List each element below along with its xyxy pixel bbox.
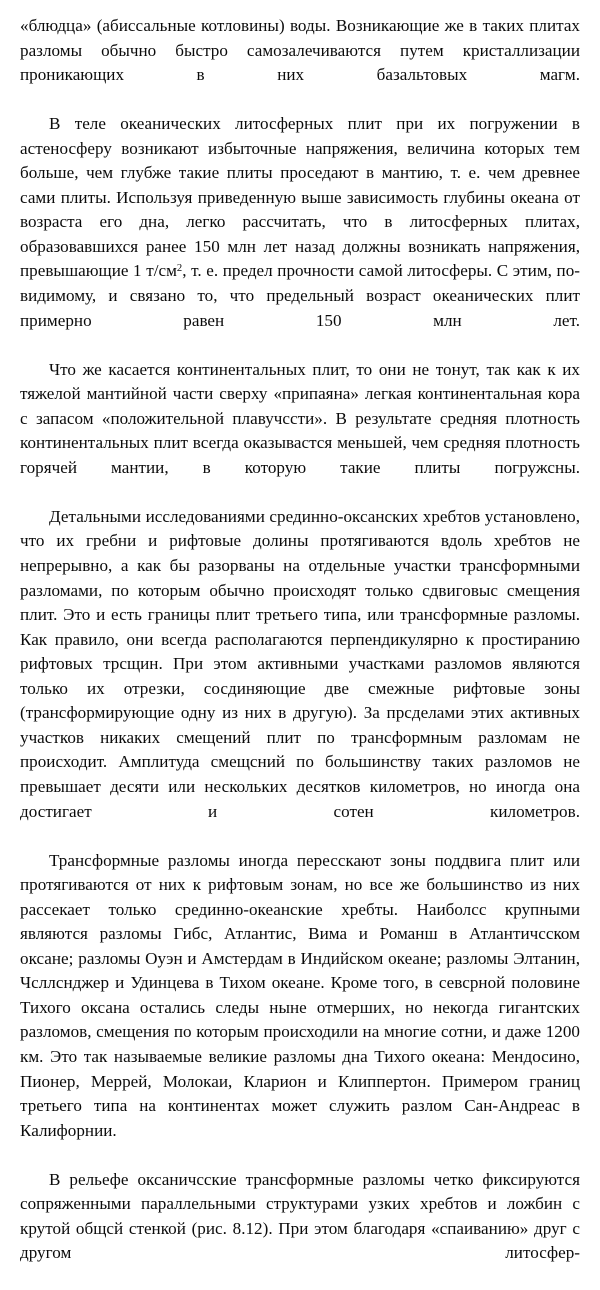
paragraph-2-text-after-superscript: , т. е. предел прочности самой литосферы. С этим, по-видимому, и связано то, что предельный возраст океанических плит примерно равен 150 млн лет. — [20, 261, 580, 330]
paragraph-4: Детальными исследованиями срединно-оксанских хребтов установлено, что их гребни и рифтовые долины протягиваются вдоль хребтов не непрерывно, а как бы разорваны на отдельные участки трансформными разломами, по которым обычно происходят только сдвиговыс смещения плит. Это и есть границы плит третьего типа, или трансформные разломы. Как правило, они всегда располагаются перпендикулярно к простиранию рифтовых трсщин. При этом активными участками разломов являются только их отрезки, сосдиняющие две смежные рифтовые зоны (трансформирующие одну из них в другую). За прсделами этих активных участков никаких смещений плит по трансформным разломам не происходит. Амплитуда смещсний по большинству таких разломов не превышает десяти или нескольких десятков километров, но иногда она достигает и сотен километров. — [20, 506, 580, 821]
paragraph-2-text-before-superscript: В теле океанических литосферных плит при их погружении в астеносферу возникают избыточные напряжения, величина которых тем больше, чем глубже такие плиты проседают в мантию, т. е. чем древнее сами плиты. Используя приведенную выше зависимость глубины океана от возраста его дна, легко рассчитать, что в литосферных плитах, образовавшихся ранее 150 млн лет назад должны возникать напряжения, превышающие 1 т/см — [20, 114, 580, 281]
paragraph-1: «блюдца» (абиссальные котловины) воды. Возникающие же в таких плитах разломы обычно быстро самозалечиваются путем кристаллизации проникающих в них базальтовых магм. — [20, 16, 580, 85]
paragraph-5: Трансформные разломы иногда пересскают зоны поддвига плит или протягиваются от них к рифтовым зонам, но все же большинство из них рассекает только срединно-океанские хребты. Наиболсс крупными являются разломы Гибс, Атлантис, Вима и Романш в Атлантичсском оксане; разломы Оуэн и Амстердам в Индийском океане; разломы Элтанин, Чсллснджер и Удинцева в Тихом океане. Кроме того, в севсрной половине Тихого оксана остались следы ныне отмерших, но некогда гигантских разломов, смещения по которым происходили на многие сотни, и даже 1200 км. Это так называемые великие разломы дна Тихого океана: Мендосино, Пионер, Меррей, Молокаи, Кларион и Клиппертон. Примером границ третьего типа на континентах может служить разлом Сан-Андреас в Калифорнии. — [20, 850, 580, 1140]
paragraph-2 — [20, 112, 580, 357]
paragraph-3: Что же касается континентальных плит, то они не тонут, так как к их тяжелой мантийной части сверху «припаяна» легкая континентальная кора с запасом «положительной плавучссти». В результате средняя плотность континентальных плит всегда оказывастся меньшей, чем средняя плотность горячей мантии, в которую такие плиты погружсны. — [20, 359, 580, 477]
document-text-body — [20, 14, 580, 1290]
superscript-square: 2 — [176, 263, 183, 275]
paragraph-6: В рельефе оксаничсские трансформные разломы четко фиксируются сопряженными параллельными структурами узких хребтов и ложбин с крутой общсй стенкой (рис. 8.12). При этом благодаря «спаиванию» друг с другом литосфер- — [20, 1169, 580, 1263]
